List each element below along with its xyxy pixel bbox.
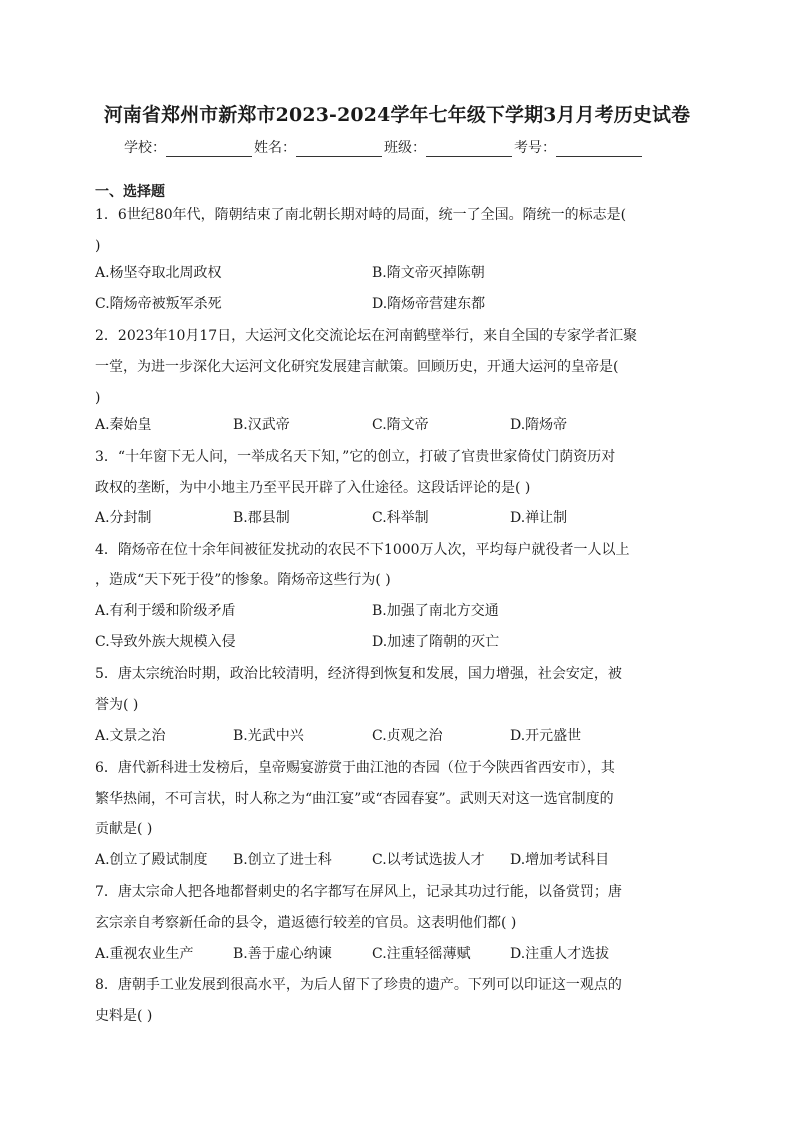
q6-stem-line-1: 6．唐代新科进士发榜后，皇帝赐宴游赏于曲江池的杏园（位于今陕西省西安市），其 bbox=[95, 760, 615, 776]
q4-stem-line-2: ，造成“天下死于役”的惨象。隋炀帝这些行为( ) bbox=[95, 572, 391, 588]
q5-option-a[interactable]: A.文景之治 bbox=[95, 728, 166, 744]
q3-option-d[interactable]: D.禅让制 bbox=[510, 510, 568, 526]
student-info-row bbox=[124, 137, 644, 157]
name-blank[interactable] bbox=[296, 141, 382, 157]
q4-option-a[interactable]: A.有利于缓和阶级矛盾 bbox=[95, 603, 236, 619]
q4-option-b[interactable]: B.加强了南北方交通 bbox=[372, 603, 499, 619]
q1-stem-line-1: 1．6世纪80年代，隋朝结束了南北朝长期对峙的局面，统一了全国。隋统一的标志是( bbox=[95, 207, 627, 223]
q3-stem-line-2: 政权的垄断，为中小地主乃至平民开辟了入仕途径。这段话评论的是( ) bbox=[95, 480, 531, 496]
q4-option-c[interactable]: C.导致外族大规模入侵 bbox=[95, 634, 236, 650]
q3-option-b[interactable]: B.郡县制 bbox=[233, 510, 290, 526]
school-label: 学校： bbox=[124, 140, 166, 156]
q2-option-d[interactable]: D.隋炀帝 bbox=[510, 417, 568, 433]
q7-stem-line-2: 玄宗亲自考察新任命的县令，遣返德行较差的官员。这表明他们都( ) bbox=[95, 915, 517, 931]
q4-stem-line-1: 4．隋炀帝在位十余年间被征发扰动的农民不下1000万人次，平均每户就役者一人以上 bbox=[95, 542, 630, 558]
q7-option-d[interactable]: D.注重人才选拔 bbox=[510, 946, 610, 962]
q1-option-c[interactable]: C.隋炀帝被叛军杀死 bbox=[95, 296, 222, 312]
q6-option-b[interactable]: B.创立了进士科 bbox=[233, 852, 332, 868]
q6-option-d[interactable]: D.增加考试科目 bbox=[510, 852, 610, 868]
q5-stem-line-2: 誉为( ) bbox=[95, 697, 139, 713]
number-blank[interactable] bbox=[556, 141, 642, 157]
q6-stem-line-3: 贡献是( ) bbox=[95, 821, 153, 837]
name-label: 姓名： bbox=[254, 140, 296, 156]
q5-option-c[interactable]: C.贞观之治 bbox=[372, 728, 443, 744]
q2-option-c[interactable]: C.隋文帝 bbox=[372, 417, 429, 433]
q3-option-a[interactable]: A.分封制 bbox=[95, 510, 152, 526]
q1-option-d[interactable]: D.隋炀帝营建东都 bbox=[372, 296, 486, 312]
q7-stem-line-1: 7．唐太宗命人把各地都督刺史的名字都写在屏风上，记录其功过行能，以备赏罚；唐 bbox=[95, 884, 622, 900]
q3-stem-line-1: 3．“十年窗下无人问，一举成名天下知，”它的创立，打破了官贵世家倚仗门荫资历对 bbox=[95, 449, 616, 465]
class-field bbox=[384, 137, 514, 157]
q1-stem-line-2: ) bbox=[95, 238, 101, 254]
q5-option-b[interactable]: B.光武中兴 bbox=[233, 728, 304, 744]
q3-option-c[interactable]: C.科举制 bbox=[372, 510, 429, 526]
q8-stem-line-2: 史料是( ) bbox=[95, 1008, 153, 1024]
page-title: 河南省郑州市新郑市2023-2024学年七年级下学期3月月考历史试卷 bbox=[103, 104, 691, 126]
name-field bbox=[254, 137, 384, 157]
q2-option-b[interactable]: B.汉武帝 bbox=[233, 417, 290, 433]
q6-option-c[interactable]: C.以考试选拔人才 bbox=[372, 852, 485, 868]
class-blank[interactable] bbox=[426, 141, 512, 157]
q1-option-b[interactable]: B.隋文帝灭掉陈朝 bbox=[372, 265, 485, 281]
q6-option-a[interactable]: A.创立了殿试制度 bbox=[95, 852, 208, 868]
q7-option-c[interactable]: C.注重轻徭薄赋 bbox=[372, 946, 471, 962]
q8-stem-line-1: 8．唐朝手工业发展到很高水平，为后人留下了珍贵的遗产。下列可以印证这一观点的 bbox=[95, 977, 622, 993]
q1-option-a[interactable]: A.杨坚夺取北周政权 bbox=[95, 265, 222, 281]
q7-option-a[interactable]: A.重视农业生产 bbox=[95, 946, 194, 962]
q5-option-d[interactable]: D.开元盛世 bbox=[510, 728, 582, 744]
q7-option-b[interactable]: B.善于虚心纳谏 bbox=[233, 946, 332, 962]
class-label: 班级： bbox=[384, 140, 426, 156]
q6-stem-line-2: 繁华热闹，不可言状，时人称之为“曲江宴”或“杏园春宴”。武则天对这一选官制度的 bbox=[95, 791, 614, 807]
number-label: 考号： bbox=[514, 140, 556, 156]
q2-stem-line-2: 一堂，为进一步深化大运河文化研究发展建言献策。回顾历史，开通大运河的皇帝是( bbox=[95, 359, 619, 375]
section-heading: 一、选择题 bbox=[95, 184, 165, 200]
q5-stem-line-1: 5．唐太宗统治时期，政治比较清明，经济得到恢复和发展，国力增强，社会安定，被 bbox=[95, 666, 622, 682]
school-blank[interactable] bbox=[166, 141, 252, 157]
q2-stem-line-3: ) bbox=[95, 390, 101, 406]
number-field bbox=[514, 137, 644, 157]
q2-option-a[interactable]: A.秦始皇 bbox=[95, 417, 152, 433]
q4-option-d[interactable]: D.加速了隋朝的灭亡 bbox=[372, 634, 500, 650]
school-field bbox=[124, 137, 254, 157]
q2-stem-line-1: 2．2023年10月17日，大运河文化交流论坛在河南鹤壁举行，来自全国的专家学者汇聚 bbox=[95, 328, 638, 344]
